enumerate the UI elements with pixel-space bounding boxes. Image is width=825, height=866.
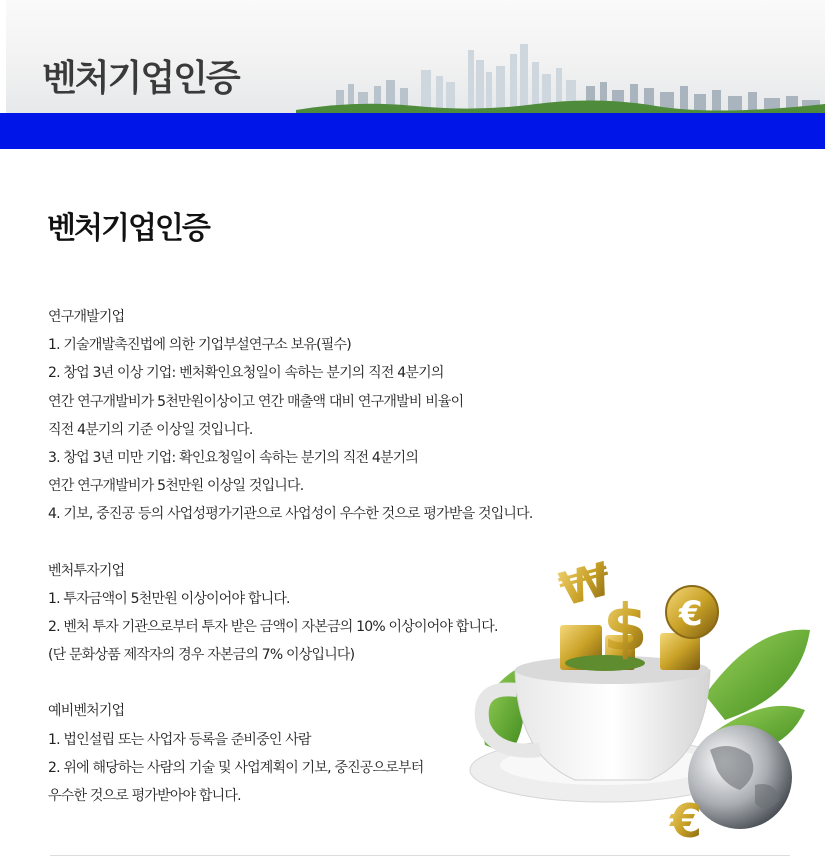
section-line: 2. 위에 해당하는 사람의 기술 및 사업계획이 기보, 중진공으로부터 xyxy=(48,759,424,776)
euro-symbol-icon: € xyxy=(670,794,703,845)
section-title: 연구개발기업 xyxy=(48,309,125,325)
page-title: 벤처기업인증 xyxy=(47,211,209,246)
section-line: 우수한 것으로 평가받아야 합니다. xyxy=(48,788,241,805)
banner-title: 벤처기업인증 xyxy=(42,58,239,99)
section-line: 3. 창업 3년 미만 기업: 확인요청일이 속하는 분기의 직전 4분기의 xyxy=(48,450,419,467)
section-line: (단 문화상품 제작자의 경우 자본금의 7% 이상입니다) xyxy=(48,647,355,664)
header-banner xyxy=(6,0,825,113)
section-line: 연간 연구개발비가 5천만원이상이고 연간 매출액 대비 연구개발비 비율이 xyxy=(48,393,464,410)
section-line: 1. 투자금액이 5천만원 이상이어야 합니다. xyxy=(48,590,290,607)
dollar-symbol-icon: $ xyxy=(603,592,648,666)
section-line: 연간 연구개발비가 5천만원 이상일 것입니다. xyxy=(48,478,304,495)
money-cup-illustration xyxy=(455,545,825,845)
section-line: 직전 4분기의 기준 이상일 것입니다. xyxy=(48,421,253,438)
euro-coin-icon: € xyxy=(679,594,703,634)
section-line: 1. 기술개발촉진법에 의한 기업부설연구소 보유(필수) xyxy=(48,337,351,354)
won-symbol-icon: ₩ xyxy=(553,551,617,617)
city-skyline-image xyxy=(296,40,825,113)
bottom-divider xyxy=(50,855,790,856)
section-line: 2. 벤처 투자 기관으로부터 투자 받은 금액이 자본금의 10% 이상이어야 합니다. xyxy=(48,619,498,636)
section-line: 2. 창업 3년 이상 기업: 벤처확인요청일이 속하는 분기의 직전 4분기의 xyxy=(48,365,444,382)
section-line: 1. 법인설립 또는 사업자 등록을 준비중인 사람 xyxy=(48,731,311,748)
section-title: 벤처투자기업 xyxy=(48,562,125,579)
blue-divider-bar xyxy=(0,113,825,149)
section-line: 4. 기보, 중진공 등의 사업성평가기관으로 사업성이 우수한 것으로 평가받을 것입니다. xyxy=(48,506,533,523)
section-title: 예비벤처기업 xyxy=(48,703,125,720)
section-rnd-company xyxy=(48,303,608,529)
